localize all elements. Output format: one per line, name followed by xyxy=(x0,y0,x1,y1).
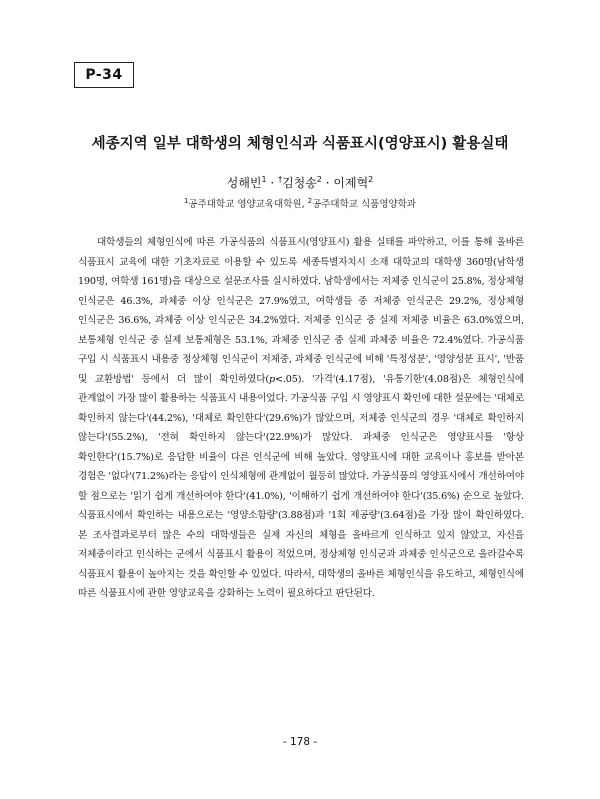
author-affiliation-mark: 1 xyxy=(261,175,267,184)
corresponding-author-mark: † xyxy=(278,175,283,184)
abstract-text: <.05). '가격'(4.17점), '유통기한'(4.08점)은 체형인식에 관계없이 가장 많이 활용하는 식품표시 내용이었다. 가공식품 구입 시 영양표시 확인에 대한 설문에는 '대체로 확인하지 않는다'(44.2%), '대체로 확인한다'(29.6%)가 많았으며, 저체중 인식군의 경우 '대체로 확인하지 않는다'(55.2%), '전혀 확인하지 않는다'(22.9%)가 많았다. 과체중 인식군은 영양표시를 '항상 확인한다'(15.7%)로 응답한 비율이 다른 인식군에 비해 높았다. 영양표시에 대한 교육이나 홍보를 받아본 경험은 '없다'(71.2%)라는 응답이 인식체형에 관계없이 월등히 많았다. 가공식품의 영양표시에서 개선하여야 할 점으로는 '읽기 쉽게 개선하여야 한다'(41.0%), '이해하기 쉽게 개선하여야 한다'(35.6%) 순으로 높았다. 식품표시에서 확인하는 내용으로는 '영양소함량'(3.88점)과 '1회 제공량'(3.64점)을 가장 많이 확인하였다. 본 조사결과로부터 많은 수의 대학생들은 실제 자신의 체형을 올바르게 인식하고 있지 않았고, 자신을 저체중이라고 인식하는 군에서 식품표시 활용이 적었으며, 정상체형 인식군과 과체중 인식군으로 올라갈수록 식품표시 활용이 높아지는 것을 확인할 수 있었다. 따라서, 대학생의 올바른 체형인식을 유도하고, 체형인식에 따른 식품표시에 관한 영양교육을 강화하는 노력이 필요하다고 판단된다. xyxy=(78,373,524,599)
author-line xyxy=(0,174,600,191)
page-number: - 178 - xyxy=(282,736,318,748)
affiliation-line xyxy=(0,196,600,210)
abstract-text: 대학생들의 체형인식에 따른 가공식품의 식품표시(영양표시) 활용 실태를 파악하고, 이를 통해 올바른 식품표시 교육에 대한 기초자료로 이용할 수 있도록 세종특별자치시 소재 대학교의 대학생 360명(남학생 190명, 여학생 161명)을 대상으로 설문조사를 실시하였다. 남학생에서는 저체중 인식군이 25.8%, 정상체형 인식군은 46.3%, 과체중 이상 인식군은 27.9%였고, 여학생들 중 저체중 인식군은 29.2%, 정상체형 인식군은 36.6%, 과체중 이상 인식군은 34.2%였다. 저체중 인식군 중 실제 저체중 비율은 63.0%였으며, 보통체형 인식군 중 실제 보통체형은 53.1%, 과체중 인식군 중 실제 과체중 비율은 72.4%였다. 가공식품 구입 시 식품표시 내용중 정상체형 인식군이 저체중, 과체중 인식군에 비해 '특정성분', '영양성분 표시', '반품 및 교환방법' 등에서 더 많이 확인하였다( xyxy=(78,237,524,385)
p-value-symbol: p xyxy=(269,373,275,385)
author-name: 이제혁 xyxy=(333,176,369,190)
author-affiliation-mark: 2 xyxy=(368,175,374,184)
poster-id-label: P-34 xyxy=(74,62,134,88)
paper-title: 세종지역 일부 대학생의 체형인식과 식품표시(영양표시) 활용실태 xyxy=(91,136,509,152)
affiliation-text: 공주대학교 식품영양학과 xyxy=(312,199,417,210)
abstract-body xyxy=(78,233,524,604)
author-name: 김청송 xyxy=(282,176,317,190)
affiliation-text: 공주대학교 영양교육대학원, xyxy=(188,199,308,210)
author-separator: · xyxy=(321,176,334,190)
author-name: 성해빈 xyxy=(226,176,262,190)
author-separator: · xyxy=(266,176,279,190)
affiliation-mark: 1 xyxy=(183,196,189,205)
author-affiliation-mark: 2 xyxy=(316,175,322,184)
affiliation-mark: 2 xyxy=(307,196,313,205)
